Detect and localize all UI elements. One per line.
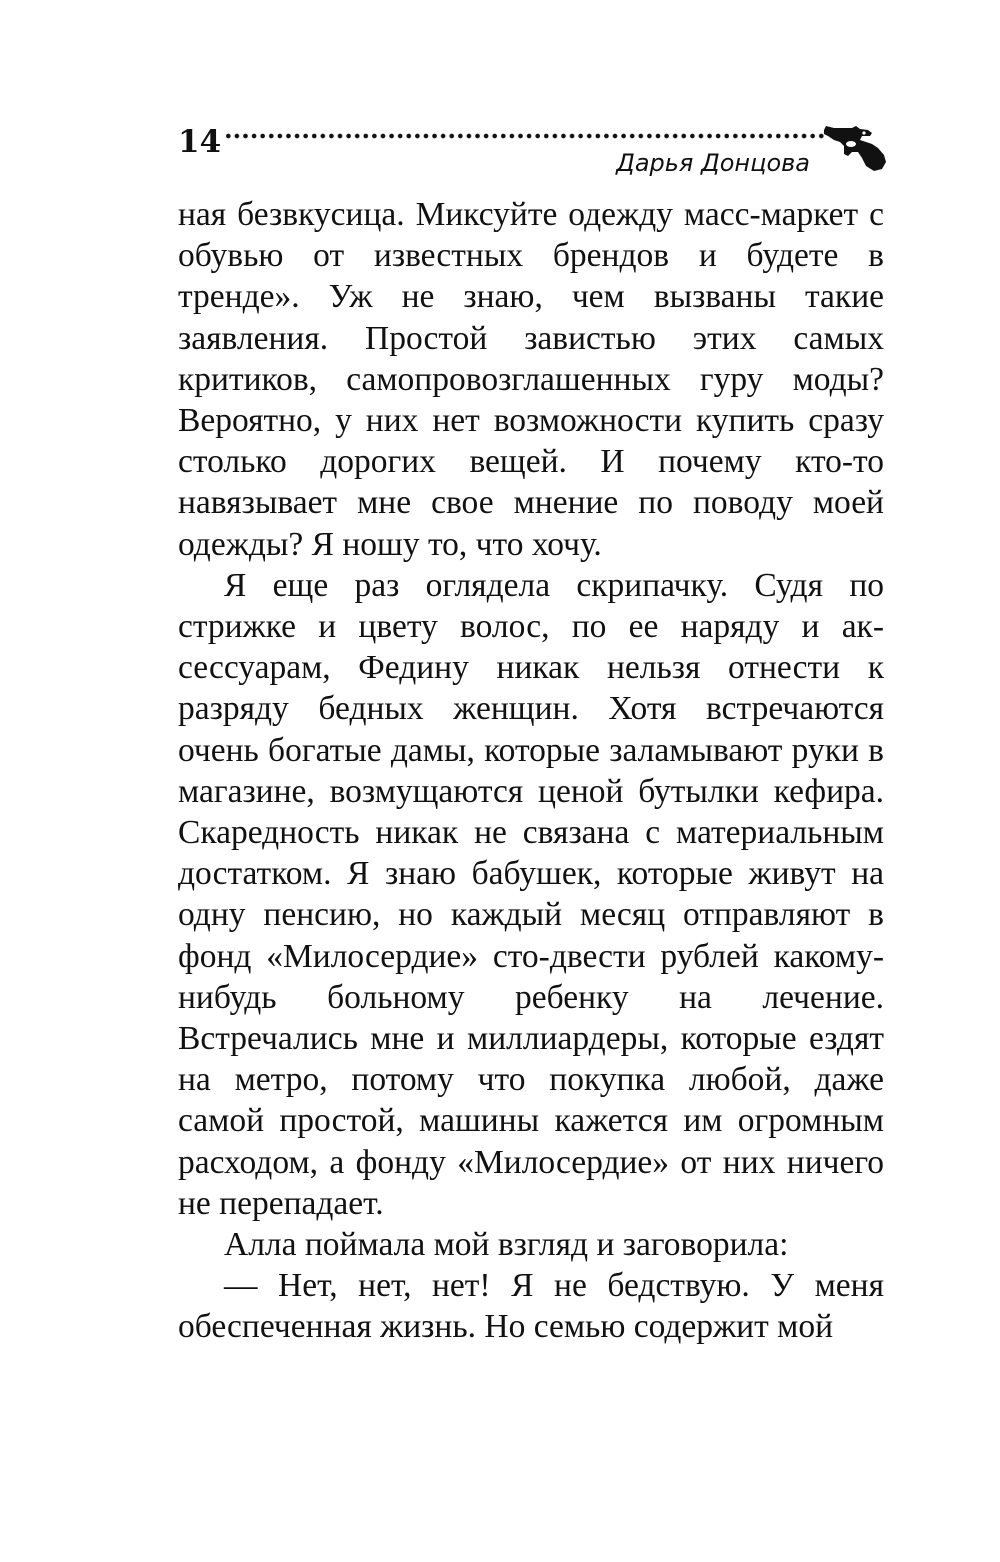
paragraph: — Нет, нет, нет! Я не бедствую. У меня обеспеченная жизнь. Но семью содержит мой xyxy=(178,1267,884,1346)
paragraph: Алла поймала мой взгляд и заговорила: xyxy=(224,1226,789,1264)
paragraph: ная безвкусица. Миксуйте одежду масс-маркет с обувью от известных брендов и будете в тренде». Уж не знаю, чем вызваны такие заявления. Простой завистью этих самых критиков, самопровозглашенных гуру моды? Вероятно, у них нет возможности купить сразу столько дорогих вещей. И почему кто-то навязывает мне свое мнение по поводу моей одежды? Я ношу то, что хочу. xyxy=(178,196,884,563)
page-number: 14 xyxy=(178,124,222,160)
body-text xyxy=(178,194,884,1348)
running-head-author: Дарья Донцова xyxy=(616,149,810,177)
revolver-icon xyxy=(822,124,888,172)
dot-leader xyxy=(224,133,824,139)
paragraph: Я еще раз оглядела скрипачку. Судя по стрижке и цвету волос, по ее наряду и аксессуарам, Федину никак нельзя отнести к разряду бедных женщин. Хотя встречаются очень богатые дамы, которые заламывают руки в магазине, возмущаются ценой бутылки кефира. Скаредность никак не связана с материальным достатком. Я знаю бабушек, которые живут на одну пенсию, но каждый месяц отправляют в фонд «Милосердие» сто-двести рублей какому-нибудь больному ребенку на лечение. Встречались мне и миллиардеры, которые ездят на метро, потому что покупка любой, даже самой простой, машины кажется им огромным расходом, а фонду «Милосердие» от них ничего не перепадает. xyxy=(178,566,884,1222)
